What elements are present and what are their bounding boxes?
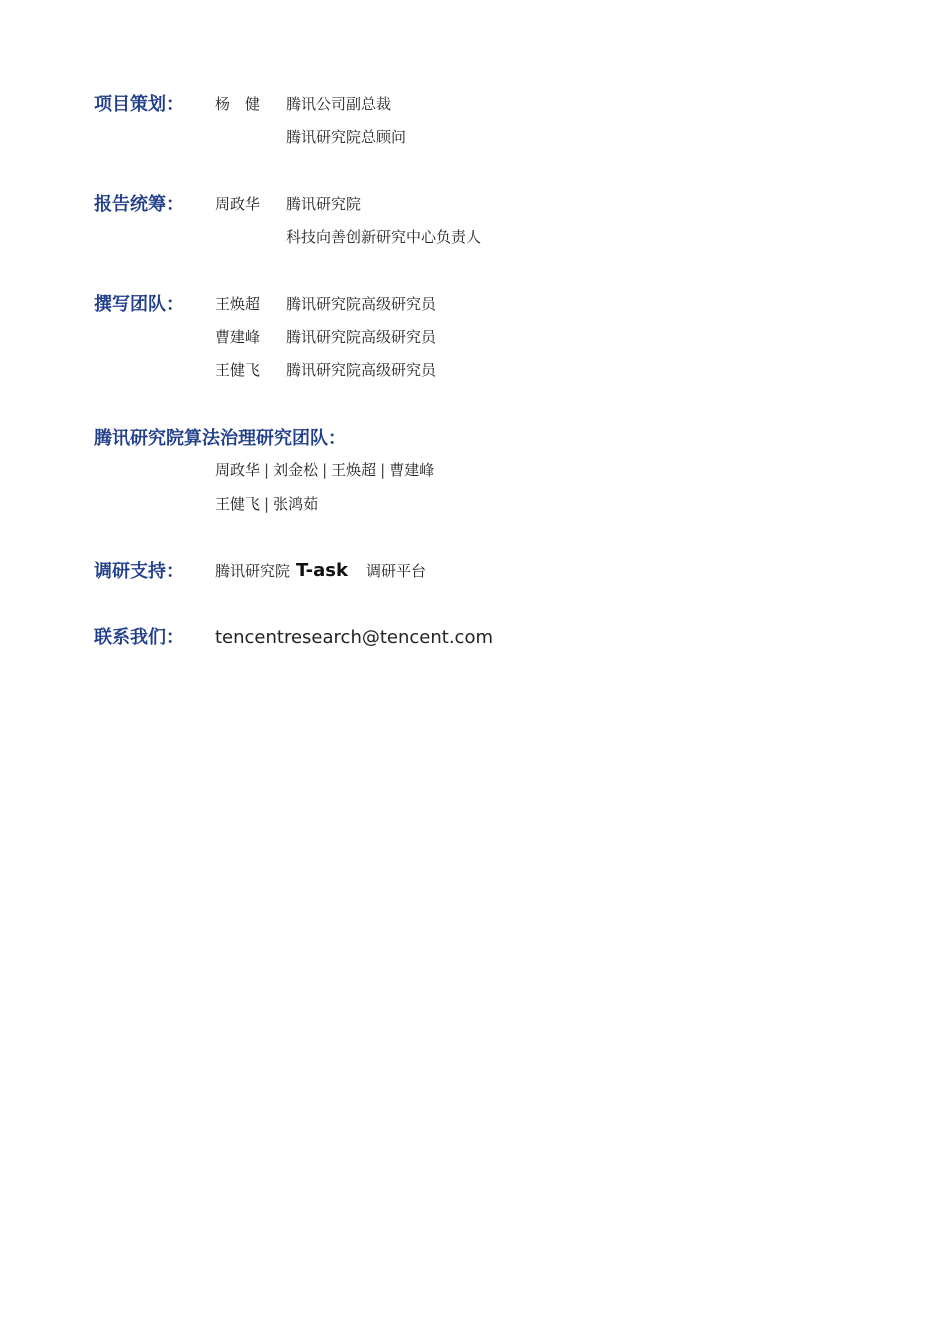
team-member: 张鸿茹	[273, 495, 319, 513]
task-logo-text: T-ask	[296, 560, 348, 581]
planning-label: 项目策划：	[94, 94, 184, 115]
task-logo-graphic	[296, 559, 360, 581]
planning-title-2: 腾讯研究院总顾问	[286, 128, 407, 146]
research-support-content	[215, 559, 426, 581]
coordination-title-1: 腾讯研究院	[286, 195, 362, 213]
team-member: 王焕超	[331, 461, 377, 479]
writing-member-title: 腾讯研究院高级研究员	[286, 295, 437, 313]
separator: |	[380, 461, 386, 479]
writing-member-name: 曹建峰	[215, 328, 261, 346]
team-member: 刘金松	[273, 461, 319, 479]
research-support-suffix: 调研平台	[366, 561, 427, 580]
planning-name: 杨 健	[215, 95, 261, 113]
writing-team-label: 撰写团队：	[94, 294, 184, 315]
separator: |	[264, 495, 270, 513]
research-support-prefix: 腾讯研究院	[215, 561, 291, 580]
writing-member-title: 腾讯研究院高级研究员	[286, 361, 437, 379]
contact-email[interactable]: tencentresearch@tencent.com	[215, 627, 493, 648]
team-member: 曹建峰	[389, 461, 435, 479]
team-member: 王健飞	[215, 495, 261, 513]
contact-label: 联系我们：	[94, 627, 184, 648]
writing-member-title: 腾讯研究院高级研究员	[286, 328, 437, 346]
coordination-title-2: 科技向善创新研究中心负责人	[286, 228, 482, 246]
writing-member-name: 王健飞	[215, 361, 261, 379]
coordination-name: 周政华	[215, 195, 261, 213]
research-support-label: 调研支持：	[94, 561, 184, 582]
coordination-label: 报告统筹：	[94, 194, 184, 215]
team-member: 周政华	[215, 461, 261, 479]
separator: |	[264, 461, 270, 479]
algorithm-team-label: 腾讯研究院算法治理研究团队：	[94, 428, 346, 449]
planning-title-1: 腾讯公司副总裁	[286, 95, 392, 113]
algorithm-team-row-1	[215, 460, 434, 480]
separator: |	[322, 461, 328, 479]
task-logo	[296, 559, 360, 581]
algorithm-team-row-2	[215, 494, 318, 514]
writing-member-name: 王焕超	[215, 295, 261, 313]
